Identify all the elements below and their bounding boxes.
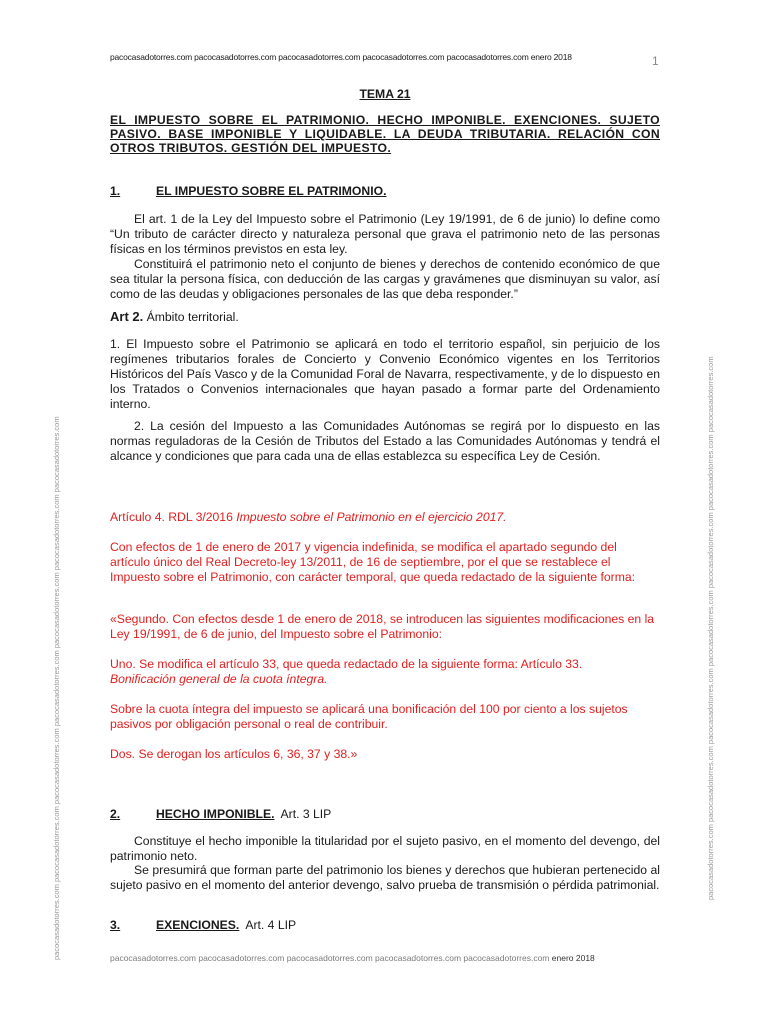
article-2-label: Art 2. xyxy=(110,309,144,324)
footer-watermark xyxy=(110,953,595,963)
rdl-paragraph-4: Sobre la cuota íntegra del impuesto se aplicará una bonificación del 100 por ciento a los sujetos pasivos por obligación personal o real de contribuir. xyxy=(110,702,628,731)
section-3-heading xyxy=(110,918,660,933)
rdl-paragraph-3-text: Uno. Se modifica el artículo 33, que queda redactado de la siguiente forma: Artículo 33. xyxy=(110,657,583,671)
section-1-paragraph-1: El art. 1 de la Ley del Impuesto sobre el Patrimonio (Ley 19/1991, de 6 de junio) lo define como “Un tributo de carácter directo y naturaleza personal que grava el patrimonio neto de las personas físicas en los términos previstos en esta ley. xyxy=(110,212,660,256)
header-watermark: pacocasadotorres.com pacocasadotorres.com pacocasadotorres.com pacocasadotorres.com pacocasadotorres.com enero 2018 xyxy=(110,52,572,62)
article-2-paragraph-2: 2. La cesión del Impuesto a las Comunidades Autónomas se regirá por lo dispuesto en las normas reguladoras de la Cesión de Tributos del Estado a las Comunidades Autónomas y tendrá el alcance y condiciones que para cada una de ellas establezca su específica Ley de Cesión. xyxy=(110,419,660,463)
rdl-article-heading xyxy=(110,510,660,525)
article-2-paragraph-1: 1. El Impuesto sobre el Patrimonio se aplicará en todo el territorio español, sin perjuicio de los regímenes tributarios forales de Concierto y Convenio Económico vigentes en los Territorios Históricos del País Vasco y de la Comunidad Foral de Navarra, respectivamente, y de lo dispuesto en los Tratados o Convenios internacionales que hayan pasado a formar parte del Ordenamiento interno. xyxy=(110,337,660,411)
section-1-heading xyxy=(110,184,660,199)
section-3-title: EXENCIONES. xyxy=(156,918,240,932)
document-subtitle: EL IMPUESTO SOBRE EL PATRIMONIO. HECHO IMPONIBLE. EXENCIONES. SUJETO PASIVO. BASE IMPONIBLE Y LIQUIDABLE. LA DEUDA TRIBUTARIA. RELACIÓN CON OTROS TRIBUTOS. GESTIÓN DEL IMPUESTO. xyxy=(110,113,660,155)
section-3-number: 3. xyxy=(110,918,121,932)
page-number: 1 xyxy=(652,54,659,68)
article-2-heading xyxy=(110,309,660,325)
rdl-paragraph-2: «Segundo. Con efectos desde 1 de enero de 2018, se introducen las siguientes modificaciones en la Ley 19/1991, de 6 de junio, del Impuesto sobre el Patrimonio: xyxy=(110,612,655,641)
section-2-title: HECHO IMPONIBLE. xyxy=(156,807,275,821)
article-2-title: Ámbito territorial. xyxy=(146,310,239,324)
section-1-title: EL IMPUESTO SOBRE EL PATRIMONIO. xyxy=(156,184,387,198)
document-title: TEMA 21 xyxy=(359,87,411,101)
section-2-paragraph-1: Constituye el hecho imponible la titularidad por el sujeto pasivo, en el momento del devengo, del patrimonio neto. xyxy=(110,834,660,863)
footer-date: enero 2018 xyxy=(551,953,595,963)
footer-watermark-text: pacocasadotorres.com pacocasadotorres.com pacocasadotorres.com pacocasadotorres.com pacocasadotorres.com xyxy=(110,953,550,963)
rdl-article-label: Artículo 4. RDL 3/2016 xyxy=(110,510,233,524)
section-3-article-ref: Art. 4 LIP xyxy=(245,918,297,932)
section-2-article-ref: Art. 3 LIP xyxy=(280,807,332,821)
rdl-paragraph-1: Con efectos de 1 de enero de 2017 y vigencia indefinida, se modifica el apartado segundo del artículo único del Real Decreto-ley 13/2011, de 16 de septiembre, por el que se restablece el Impuesto sobre el Patrimonio, con carácter temporal, que queda redactado de la siguiente forma: xyxy=(110,540,636,584)
rdl-paragraph-3 xyxy=(110,657,660,687)
section-1-number: 1. xyxy=(110,184,121,198)
rdl-paragraph-3-italic: Bonificación general de la cuota íntegra. xyxy=(110,672,328,686)
left-side-watermark: pacocasadotorres.com pacocasadotorres.com pacocasadotorres.com pacocasadotorres.com pacocasadotorres.com pacocasadotorres.com pacocasadotorres.com xyxy=(52,416,61,960)
rdl-paragraph-5: Dos. Se derogan los artículos 6, 36, 37 y 38.» xyxy=(110,747,358,761)
section-2-number: 2. xyxy=(110,807,121,821)
section-2-paragraph-2: Se presumirá que forman parte del patrimonio los bienes y derechos que hubieran pertenecido al sujeto pasivo en el momento del anterior devengo, salvo prueba de transmisión o pérdida patrimonial. xyxy=(110,863,660,892)
section-1-paragraph-2: Constituirá el patrimonio neto el conjunto de bienes y derechos de contenido económico de que sea titular la persona física, con deducción de las cargas y gravámenes que disminuyan su valor, así como de las deudas y obligaciones personales de las que deba responder.” xyxy=(110,257,660,301)
rdl-article-title: Impuesto sobre el Patrimonio en el ejercicio 2017. xyxy=(236,510,507,524)
right-side-watermark: pacocasadotorres.com pacocasadotorres.com pacocasadotorres.com pacocasadotorres.com pacocasadotorres.com pacocasadotorres.com pacocasadotorres.com xyxy=(706,356,715,900)
section-2-heading xyxy=(110,807,660,822)
